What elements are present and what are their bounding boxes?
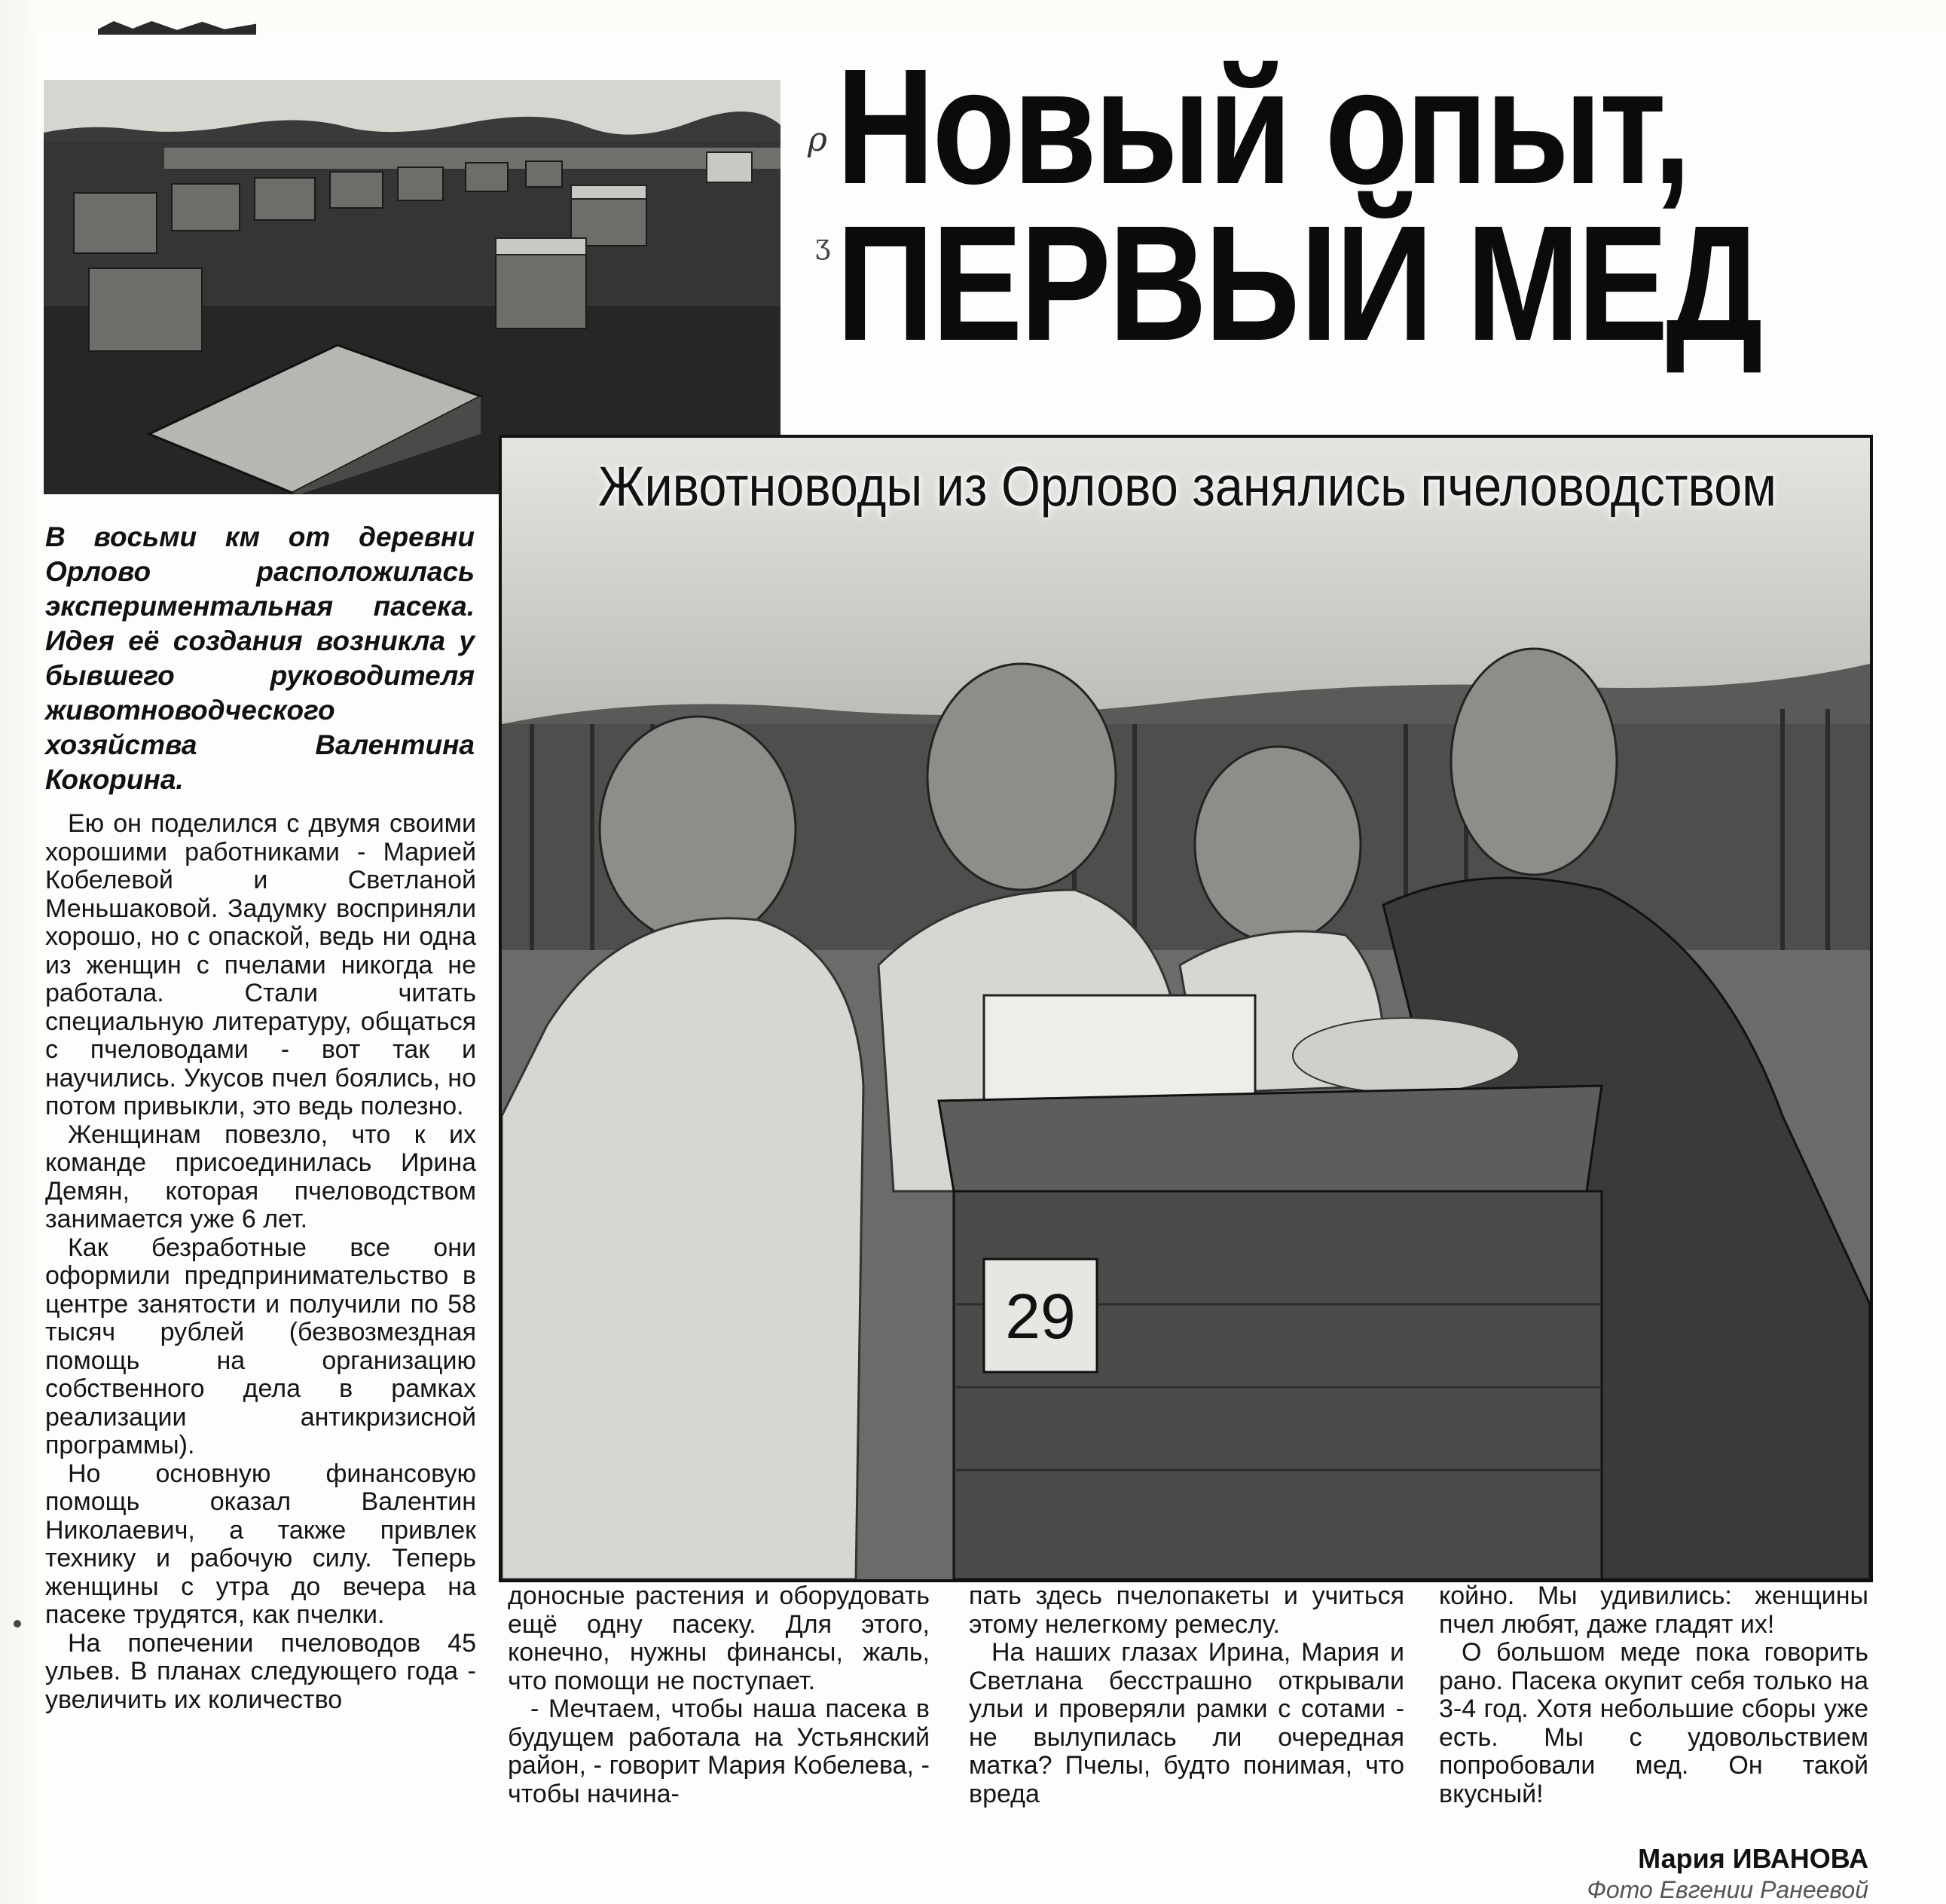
paragraph: О большом меде пока говорить рано. Пасека окупит себя только на 3-4 год. Хотя небольшие сборы уже есть. Мы с удовольствием попробовали мед. Он такой вкусный! [1439,1638,1868,1808]
paragraph: Женщинам повезло, что к их команде присоединилась Ирина Демян, которая пчеловодством занимается уже 6 лет. [45,1120,476,1233]
paragraph: Но основную финансовую помощь оказал Валентин Николаевич, а также привлек технику и рабочую силу. Теперь женщины с утра до вечера на пасеке трудятся, как пчелки. [45,1459,476,1629]
text-column-4 [1439,1582,1868,1808]
article-lede: В восьми км от деревни Орлово расположилась экспериментальная пасека. Идея её создания возникла у бывшего руководителя животноводческого хозяйства Валентина Кокорина. [45,521,475,795]
photo-credit: Фото Евгении Ранеевой [1587,1876,1868,1899]
paragraph: На наших глазах Ирина, Мария и Светлана бесстрашно открывали ульи и проверяли рамки с сотами - не вылупилась ли очередная матка? Пчелы, будто понимая, что вреда [969,1638,1404,1808]
article-headline [836,35,1761,375]
text-column-2 [508,1582,930,1808]
paragraph: койно. Мы удивились: женщины пчел любят, даже гладят их! [1439,1582,1868,1639]
paragraph: На попечении пчеловодов 45 ульев. В планах следующего года - увеличить их количество [45,1628,476,1714]
text-column-3 [969,1582,1404,1808]
scan-left-edge [0,0,36,1904]
beekeepers-illustration [502,438,1870,1579]
text-column-left [45,810,476,1714]
paragraph: - Мечтаем, чтобы наша пасека в будущем работала на Устьянский район, - говорит Мария Кобелева, - чтобы начина- [508,1695,930,1808]
photo-subheadline: Животноводы из Орлово занялись пчеловодством [598,455,1776,518]
scan-mark [14,1620,21,1627]
paragraph: Ею он поделился с двумя своими хорошими работниками - Марией Кобелевой и Светланой Меньшаковой. Задумку восприняли хорошо, но с опаской, ведь ни одна из женщин с пчелами никогда не работала. Стали читать специальную литературу, общаться с пчеловодами - вот так и научились. Укусов пчел боялись, но потом привыкли, это ведь полезно. [45,809,476,1120]
paragraph: пать здесь пчелопакеты и учиться этому нелегкому ремеслу. [969,1582,1404,1639]
beehive-field-illustration [44,80,781,494]
apiary-photo [44,80,781,494]
handwritten-mark: ρ [808,121,827,159]
scan-top-edge [30,0,1946,33]
author-byline: Мария ИВАНОВА [1638,1843,1868,1874]
hive-number: 29 [1005,1281,1076,1352]
paragraph: Как безработные все они оформили предпринимательство в центре занятости и получили по 58 тысяч рублей (безвозмездная помощь на организацию собственного дела в рамках реализации антикризисной программы). [45,1233,476,1459]
handwritten-mark-small: ʒ [815,230,831,261]
headline-line-1: Новый опыт, [836,35,1689,219]
headline-line-2: ПЕРВЫЙ МЕД [836,192,1761,375]
group-photo [499,435,1873,1582]
paragraph: доносные растения и оборудовать ещё одну пасеку. Для этого, конечно, нужны финансы, жаль, что помощи не поступает. [508,1582,930,1695]
